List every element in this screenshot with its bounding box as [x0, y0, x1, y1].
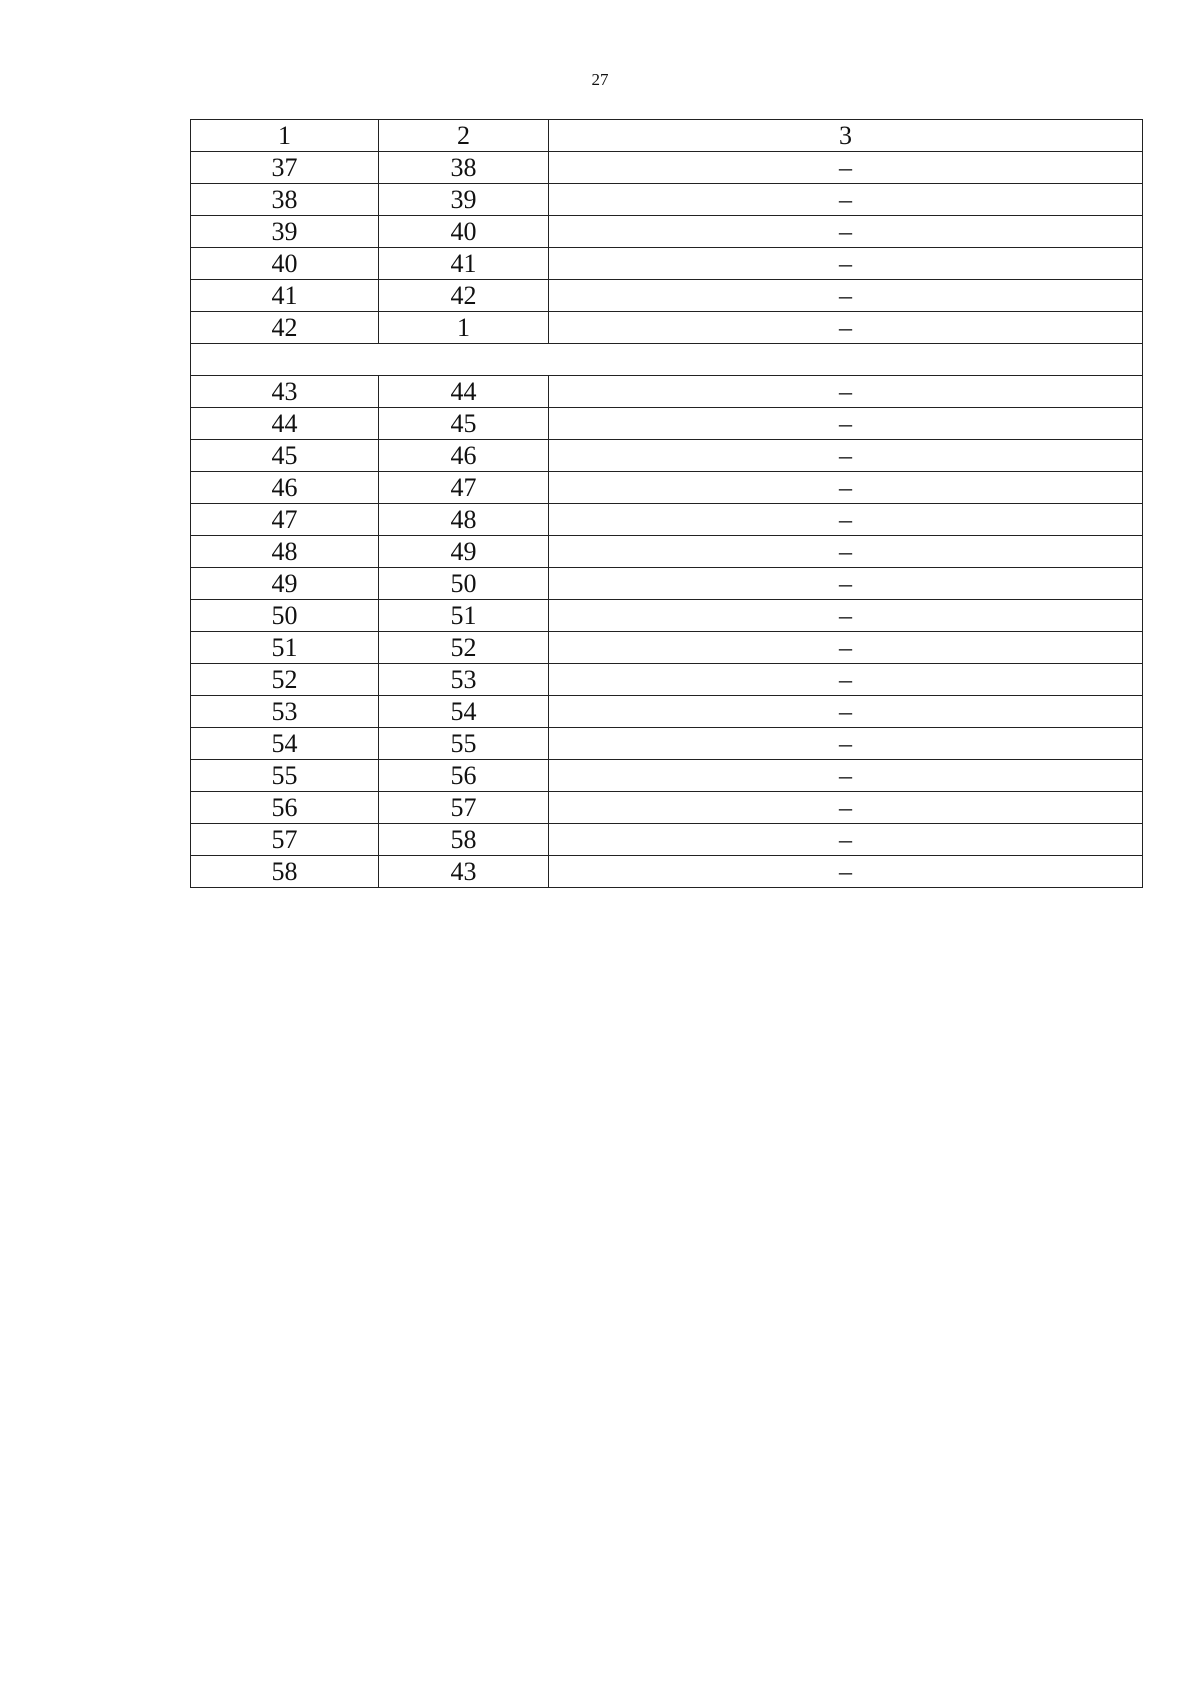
table-cell-col-3: –: [549, 504, 1143, 536]
table-cell-col-1: 37: [191, 152, 379, 184]
table-cell-col-3: –: [549, 408, 1143, 440]
table-header-row: [191, 120, 1143, 152]
table-cell-col-1: 55: [191, 760, 379, 792]
table-cell-col-1: 57: [191, 824, 379, 856]
table-cell-col-2: 42: [379, 280, 549, 312]
table-separator-cell: [191, 344, 1143, 376]
table-row: [191, 376, 1143, 408]
table-cell-col-2: 40: [379, 216, 549, 248]
table-cell-col-2: 1: [379, 312, 549, 344]
table-row: [191, 472, 1143, 504]
table-cell-col-2: 55: [379, 728, 549, 760]
table-row: [191, 792, 1143, 824]
table-cell-col-2: 53: [379, 664, 549, 696]
header-cell-3: 3: [549, 120, 1143, 152]
table-cell-col-2: 46: [379, 440, 549, 472]
table-row: [191, 728, 1143, 760]
table-cell-col-2: 47: [379, 472, 549, 504]
table-row: [191, 440, 1143, 472]
table-cell-col-3: –: [549, 600, 1143, 632]
table-cell-col-2: 57: [379, 792, 549, 824]
table-cell-col-1: 54: [191, 728, 379, 760]
page-number: 27: [591, 70, 609, 89]
table-row: [191, 632, 1143, 664]
table-row: [191, 760, 1143, 792]
table-cell-col-1: 51: [191, 632, 379, 664]
table-separator-row: [191, 344, 1143, 376]
table-cell-col-1: 56: [191, 792, 379, 824]
table-cell-col-3: –: [549, 664, 1143, 696]
table-cell-col-1: 41: [191, 280, 379, 312]
table-cell-col-2: 52: [379, 632, 549, 664]
table-cell-col-1: 40: [191, 248, 379, 280]
table-row: [191, 408, 1143, 440]
table-cell-col-3: –: [549, 632, 1143, 664]
table-cell-col-1: 58: [191, 856, 379, 888]
table-cell-col-3: –: [549, 248, 1143, 280]
table-cell-col-1: 53: [191, 696, 379, 728]
table-cell-col-2: 51: [379, 600, 549, 632]
table-cell-col-2: 48: [379, 504, 549, 536]
table-cell-col-2: 54: [379, 696, 549, 728]
table-cell-col-2: 44: [379, 376, 549, 408]
table-cell-col-1: 38: [191, 184, 379, 216]
table-cell-col-1: 48: [191, 536, 379, 568]
table-row: [191, 568, 1143, 600]
table-cell-col-2: 49: [379, 536, 549, 568]
table-row: [191, 248, 1143, 280]
table-cell-col-3: –: [549, 376, 1143, 408]
table-cell-col-3: –: [549, 728, 1143, 760]
table-cell-col-2: 39: [379, 184, 549, 216]
table-row: [191, 504, 1143, 536]
table-cell-col-1: 43: [191, 376, 379, 408]
table-body: [191, 120, 1143, 888]
table-cell-col-3: –: [549, 440, 1143, 472]
table-cell-col-3: –: [549, 568, 1143, 600]
table-cell-col-3: –: [549, 472, 1143, 504]
table-cell-col-2: 38: [379, 152, 549, 184]
table-cell-col-1: 44: [191, 408, 379, 440]
table-cell-col-3: –: [549, 216, 1143, 248]
header-cell-2: 2: [379, 120, 549, 152]
table-cell-col-2: 43: [379, 856, 549, 888]
table-cell-col-2: 58: [379, 824, 549, 856]
table-cell-col-2: 41: [379, 248, 549, 280]
table-cell-col-2: 45: [379, 408, 549, 440]
table-row: [191, 152, 1143, 184]
table-cell-col-1: 49: [191, 568, 379, 600]
data-table: [190, 119, 1143, 888]
table-cell-col-1: 39: [191, 216, 379, 248]
table-cell-col-1: 47: [191, 504, 379, 536]
table-cell-col-3: –: [549, 280, 1143, 312]
table-cell-col-2: 50: [379, 568, 549, 600]
table-cell-col-3: –: [549, 792, 1143, 824]
table-cell-col-1: 52: [191, 664, 379, 696]
table-row: [191, 664, 1143, 696]
table-cell-col-1: 42: [191, 312, 379, 344]
table-cell-col-3: –: [549, 184, 1143, 216]
table-row: [191, 856, 1143, 888]
table-row: [191, 600, 1143, 632]
table-row: [191, 184, 1143, 216]
table-row: [191, 216, 1143, 248]
table-cell-col-3: –: [549, 152, 1143, 184]
table-cell-col-1: 50: [191, 600, 379, 632]
table-row: [191, 536, 1143, 568]
table-cell-col-3: –: [549, 312, 1143, 344]
table-row: [191, 280, 1143, 312]
table-cell-col-3: –: [549, 856, 1143, 888]
table-cell-col-3: –: [549, 824, 1143, 856]
header-cell-1: 1: [191, 120, 379, 152]
table-cell-col-3: –: [549, 760, 1143, 792]
table-row: [191, 696, 1143, 728]
table-cell-col-3: –: [549, 536, 1143, 568]
table-cell-col-1: 46: [191, 472, 379, 504]
table-cell-col-3: –: [549, 696, 1143, 728]
table-cell-col-1: 45: [191, 440, 379, 472]
table-cell-col-2: 56: [379, 760, 549, 792]
table-row: [191, 824, 1143, 856]
table-row: [191, 312, 1143, 344]
